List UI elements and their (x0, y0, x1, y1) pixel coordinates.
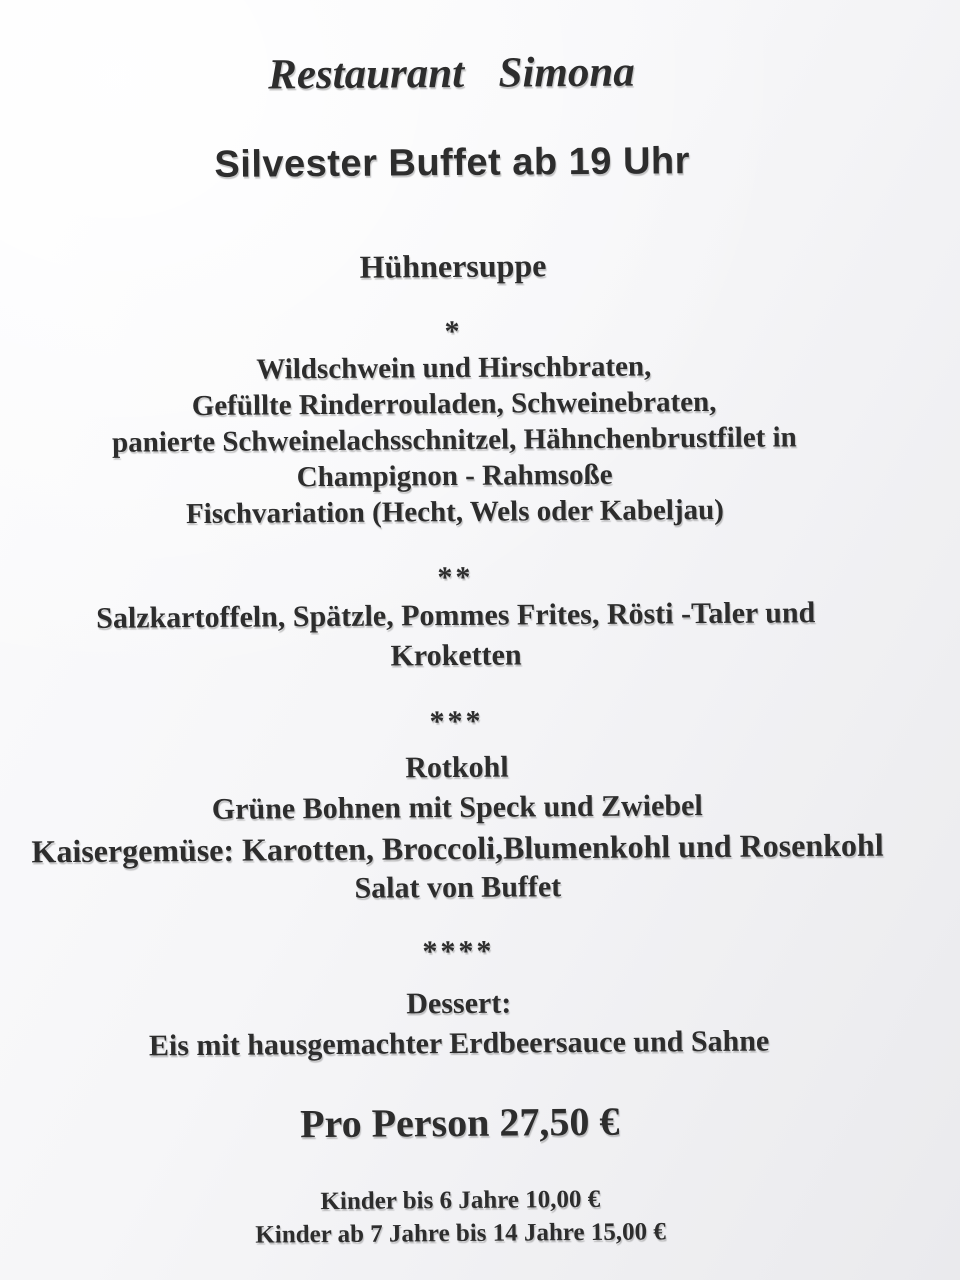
course-separator: * (444, 314, 463, 349)
course-vegetables (1, 744, 914, 911)
menu-line: Wildschwein und Hirschbraten, (256, 350, 652, 386)
price-per-person: Pro Person 27,50 € (299, 1098, 620, 1147)
menu-line: Dessert: (406, 986, 512, 1021)
restaurant-name: Restaurant Simona (268, 48, 635, 99)
children-price-line: Kinder ab 7 Jahre bis 14 Jahre 15,00 € (255, 1218, 666, 1249)
menu-line: Rotkohl (405, 750, 509, 785)
course-soup (0, 242, 909, 289)
course-separator: ** (437, 560, 474, 595)
menu-line: Salzkartoffeln, Spätzle, Pommes Frites, Rösti -Taler und (96, 596, 816, 635)
menu-line: Grüne Bohnen mit Speck und Zwiebel (211, 789, 703, 826)
course-mains (0, 346, 911, 533)
children-price-line: Kinder bis 6 Jahre 10,00 € (320, 1185, 601, 1216)
course-separator: *** (429, 704, 484, 739)
menu-line: Kaisergemüse: Karotten, Broccoli,Blumenkohl und Rosenkohl (31, 826, 884, 870)
menu-line: Fischvariation (Hecht, Wels oder Kabeljau) (185, 493, 724, 531)
menu-line: Kroketten (390, 638, 522, 673)
course-sides (0, 592, 912, 679)
menu-line: Salat von Buffet (354, 870, 562, 905)
menu-line: Hühnersuppe (359, 247, 547, 285)
course-separator: **** (422, 934, 495, 969)
menu-line: Champignon - Rahmsoße (296, 458, 613, 494)
event-title: Silvester Buffet ab 19 Uhr (214, 140, 691, 186)
menu-content (0, 42, 917, 1253)
course-dessert (3, 980, 916, 1067)
menu-line: Eis mit hausgemachter Erdbeersauce und Sahne (148, 1024, 770, 1063)
menu-line: panierte Schweinelachsschnitzel, Hähnchenbrustfilet in (111, 421, 797, 459)
menu-line: Gefüllte Rinderrouladen, Schweinebraten, (191, 385, 717, 423)
